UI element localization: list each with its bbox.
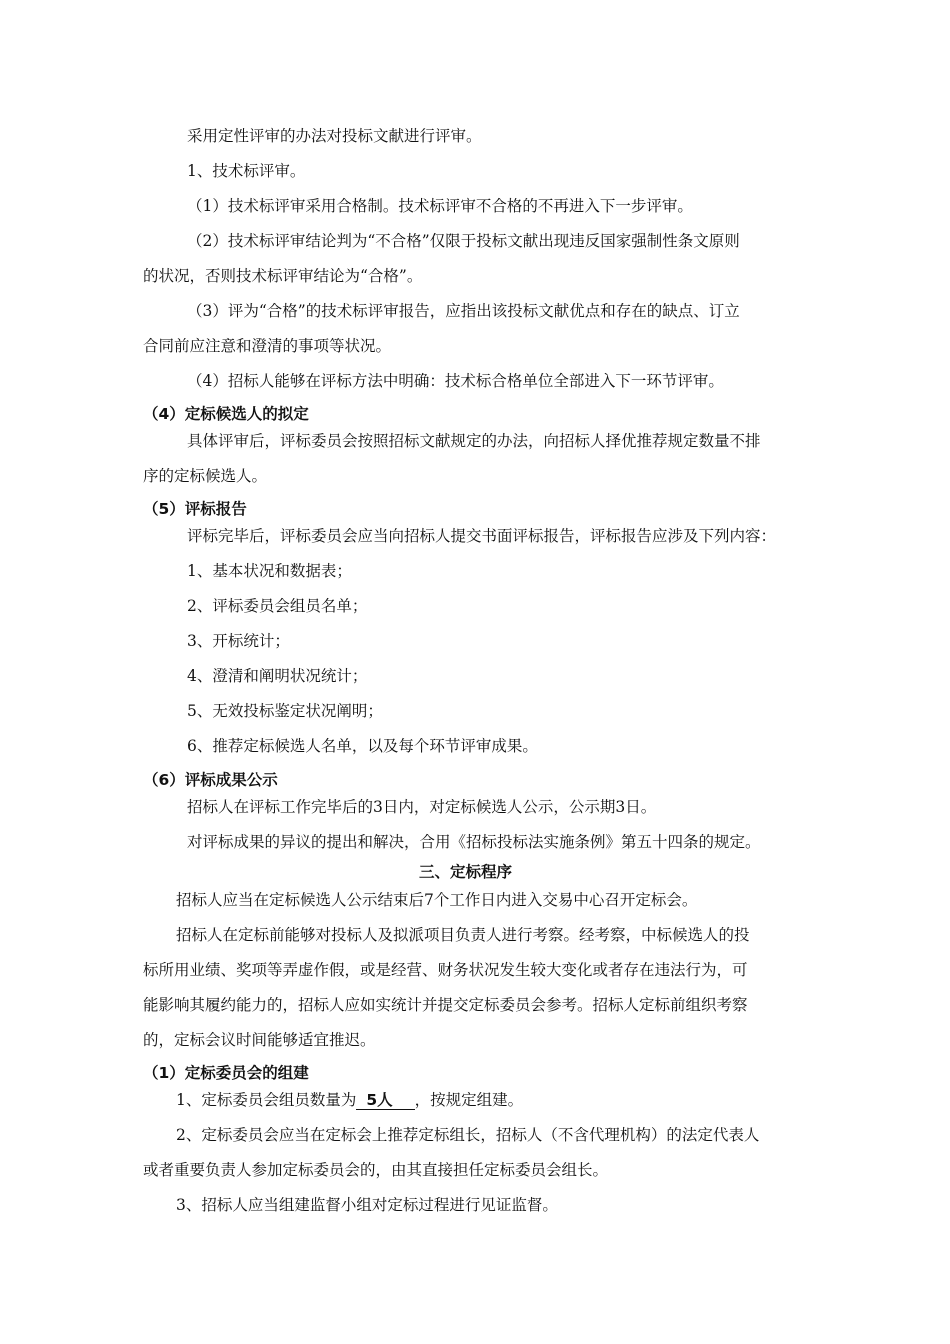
list-item: 1、基本状况和数据表； <box>187 562 352 580</box>
section-heading: （4）定标候选人的拟定 <box>143 405 309 423</box>
list-item: 4、澄清和阐明状况统计； <box>187 667 368 685</box>
filled-blank: 5人 <box>356 1091 414 1110</box>
list-item: 2、定标委员会应当在定标会上推荐定标组长，招标人（不含代理机构）的法定代表人 <box>176 1126 760 1144</box>
list-item-text: ，按规定组建。 <box>414 1091 524 1109</box>
paragraph-continuation: 的，定标会议时间能够适宜推迟。 <box>143 1031 376 1049</box>
paragraph: 对评标成果的异议的提出和解决，合用《招标投标法实施条例》第五十四条的规定。 <box>187 833 761 851</box>
paragraph: 招标人应当在定标候选人公示结束后7个工作日内进入交易中心召开定标会。 <box>176 891 698 909</box>
section-heading: （1）定标委员会的组建 <box>143 1064 309 1082</box>
list-item: 1、技术标评审。 <box>187 162 306 180</box>
list-item-text: 1、定标委员会组员数量为 <box>176 1091 357 1109</box>
list-item: 3、招标人应当组建监督小组对定标过程进行见证监督。 <box>176 1196 558 1214</box>
paragraph: 具体评审后，评标委员会按照招标文献规定的办法，向招标人择优推荐规定数量不排 <box>187 432 761 450</box>
list-item <box>176 1090 523 1110</box>
paragraph-continuation: 序的定标候选人。 <box>143 467 268 485</box>
list-item: 6、推荐定标候选人名单，以及每个环节评审成果。 <box>187 737 538 755</box>
section-heading: （5）评标报告 <box>143 500 247 518</box>
paragraph-continuation: 的状况，否则技术标评审结论为“合格”。 <box>143 267 423 285</box>
paragraph: 招标人在评标工作完毕后的3日内，对定标候选人公示，公示期3日。 <box>187 798 657 816</box>
list-item: （2）技术标评审结论判为“不合格”仅限于投标文献出现违反国家强制性条文原则 <box>187 232 740 250</box>
paragraph-continuation: 或者重要负责人参加定标委员会的，由其直接担任定标委员会组长。 <box>143 1161 609 1179</box>
paragraph: 评标完毕后，评标委员会应当向招标人提交书面评标报告，评标报告应涉及下列内容： <box>187 527 777 545</box>
paragraph-continuation: 标所用业绩、奖项等弄虚作假，或是经营、财务状况发生较大变化或者存在违法行为，可 <box>143 961 748 979</box>
paragraph-continuation: 合同前应注意和澄清的事项等状况。 <box>143 337 392 355</box>
list-item: （4）招标人能够在评标方法中明确：技术标合格单位全部进入下一环节评审。 <box>187 372 724 390</box>
list-item: （1）技术标评审采用合格制。技术标评审不合格的不再进入下一步评审。 <box>187 197 693 215</box>
list-item: 2、评标委员会组员名单； <box>187 597 368 615</box>
paragraph: 招标人在定标前能够对投标人及拟派项目负责人进行考察。经考察，中标候选人的投 <box>176 926 750 944</box>
paragraph-continuation: 能影响其履约能力的，招标人应如实统计并提交定标委员会参考。招标人定标前组织考察 <box>143 996 748 1014</box>
chapter-heading: 三、定标程序 <box>419 863 513 881</box>
list-item: （3）评为“合格”的技术标评审报告，应指出该投标文献优点和存在的缺点、订立 <box>187 302 740 320</box>
paragraph: 采用定性评审的办法对投标文献进行评审。 <box>187 127 482 145</box>
list-item: 3、开标统计； <box>187 632 290 650</box>
list-item: 5、无效投标鉴定状况阐明； <box>187 702 383 720</box>
section-heading: （6）评标成果公示 <box>143 771 278 789</box>
